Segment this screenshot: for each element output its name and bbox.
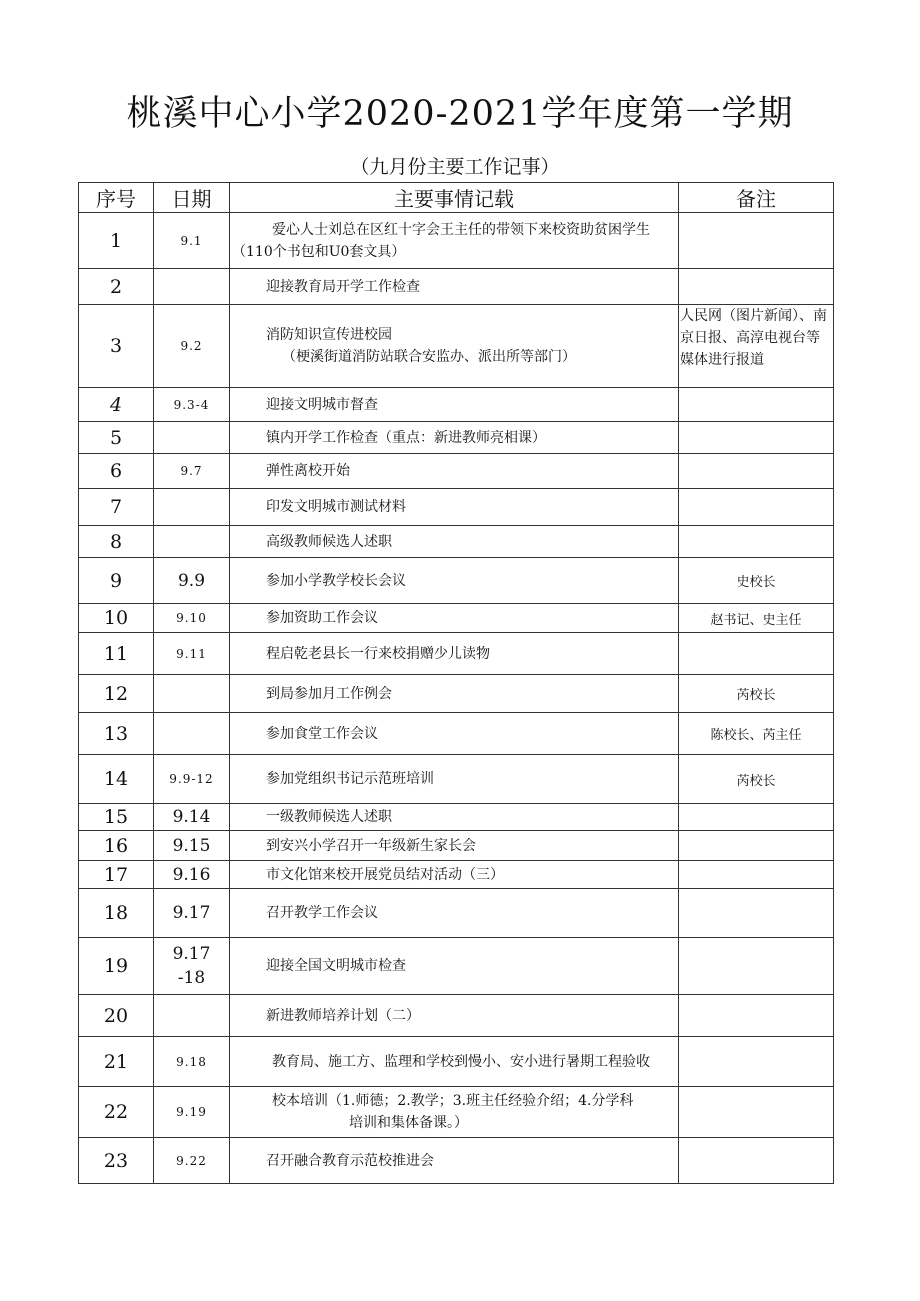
row-note xyxy=(679,889,834,938)
row-no: 7 xyxy=(79,489,154,526)
row-date: 9.1 xyxy=(154,213,230,269)
row-no: 9 xyxy=(79,558,154,604)
row-event: 召开教学工作会议 xyxy=(230,889,679,938)
table-row xyxy=(79,305,834,388)
row-note xyxy=(679,526,834,558)
row-no: 23 xyxy=(79,1138,154,1184)
row-note: 赵书记、史主任 xyxy=(679,604,834,633)
row-date: 9.3-4 xyxy=(154,388,230,422)
row-event: 到局参加月工作例会 xyxy=(230,675,679,713)
header-no: 序号 xyxy=(79,183,154,213)
row-date: 9.18 xyxy=(154,1037,230,1087)
row-event: 参加资助工作会议 xyxy=(230,604,679,633)
row-date: 9.15 xyxy=(154,831,230,861)
row-note: 史校长 xyxy=(679,558,834,604)
row-date: 9.7 xyxy=(154,454,230,489)
row-note xyxy=(679,1138,834,1184)
row-event: 参加小学教学校长会议 xyxy=(230,558,679,604)
row-note: 芮校长 xyxy=(679,755,834,804)
row-event: 迎接文明城市督查 xyxy=(230,388,679,422)
row-event-cell xyxy=(230,1087,679,1138)
row-date: 9.11 xyxy=(154,633,230,675)
row-event: 参加党组织书记示范班培训 xyxy=(230,755,679,804)
row-date xyxy=(154,713,230,755)
row-date-cell xyxy=(154,938,230,995)
table-row xyxy=(79,213,834,269)
row-no: 21 xyxy=(79,1037,154,1087)
row-event-cell xyxy=(230,305,679,388)
row-event-detail: （梗溪街道消防站联合安监办、派出所等部门） xyxy=(282,349,576,365)
row-date: 9.17 xyxy=(154,889,230,938)
row-date: 9.9-12 xyxy=(154,755,230,804)
row-no: 22 xyxy=(79,1087,154,1138)
row-date: 9.14 xyxy=(154,804,230,831)
row-no: 13 xyxy=(79,713,154,755)
row-event-detail: 培训和集体备课。） xyxy=(349,1115,468,1131)
table-row xyxy=(79,558,834,604)
row-event: 爱心人士刘总在区红十字会王主任的带领下来校资助贫困学生（110个书包和U0套文具） xyxy=(230,213,679,269)
row-event: 程启乾老县长一行来校捐赠少儿读物 xyxy=(230,633,679,675)
row-event: 召开融合教育示范校推进会 xyxy=(230,1138,679,1184)
table-row xyxy=(79,938,834,995)
table-row xyxy=(79,713,834,755)
row-no: 1 xyxy=(79,213,154,269)
row-event: 一级教师候选人述职 xyxy=(230,804,679,831)
table-row xyxy=(79,675,834,713)
table-row xyxy=(79,422,834,454)
row-note xyxy=(679,489,834,526)
row-date xyxy=(154,995,230,1037)
row-date xyxy=(154,422,230,454)
header-date: 日期 xyxy=(154,183,230,213)
table-row xyxy=(79,755,834,804)
row-event: 教育局、施工方、监理和学校到慢小、安小进行暑期工程验收 xyxy=(230,1037,679,1087)
row-date xyxy=(154,675,230,713)
row-note xyxy=(679,633,834,675)
table-row xyxy=(79,388,834,422)
table-row xyxy=(79,489,834,526)
table-row xyxy=(79,889,834,938)
row-event: 参加食堂工作会议 xyxy=(230,713,679,755)
row-no: 5 xyxy=(79,422,154,454)
row-no: 19 xyxy=(79,938,154,995)
row-date xyxy=(154,269,230,305)
table-header-row xyxy=(79,183,834,213)
work-record-table xyxy=(78,182,834,1184)
row-note: 陈校长、芮主任 xyxy=(679,713,834,755)
table-row xyxy=(79,995,834,1037)
row-note xyxy=(679,938,834,995)
row-no: 8 xyxy=(79,526,154,558)
table-row xyxy=(79,604,834,633)
row-event: 印发文明城市测试材料 xyxy=(230,489,679,526)
row-no: 17 xyxy=(79,861,154,889)
row-event: 新进教师培养计划（二） xyxy=(230,995,679,1037)
row-no: 14 xyxy=(79,755,154,804)
row-event: 校本培训（1.师德；2.教学；3.班主任经验介绍；4.分学科 xyxy=(272,1093,634,1109)
row-no: 11 xyxy=(79,633,154,675)
row-note xyxy=(679,213,834,269)
page-title: 桃溪中心小学2020-2021学年度第一学期 xyxy=(126,94,794,134)
row-note xyxy=(679,804,834,831)
row-event: 镇内开学工作检查（重点：新进教师亮相课） xyxy=(230,422,679,454)
row-event: 高级教师候选人述职 xyxy=(230,526,679,558)
row-event: 弹性离校开始 xyxy=(230,454,679,489)
row-no: 16 xyxy=(79,831,154,861)
row-note xyxy=(679,831,834,861)
table-row xyxy=(79,831,834,861)
header-note: 备注 xyxy=(679,183,834,213)
row-note: 人民网（图片新闻）、南京日报、高淳电视台等媒体进行报道 xyxy=(679,305,834,388)
row-note xyxy=(679,388,834,422)
table-row xyxy=(79,526,834,558)
table-row xyxy=(79,454,834,489)
table-row xyxy=(79,633,834,675)
row-no: 4 xyxy=(79,388,154,422)
row-note xyxy=(679,1037,834,1087)
row-no: 18 xyxy=(79,889,154,938)
row-note xyxy=(679,454,834,489)
row-note xyxy=(679,269,834,305)
row-date: 9.22 xyxy=(154,1138,230,1184)
row-date: 9.17 xyxy=(172,944,211,964)
row-event: 迎接教育局开学工作检查 xyxy=(230,269,679,305)
row-date: 9.19 xyxy=(154,1087,230,1138)
row-note xyxy=(679,995,834,1037)
row-no: 15 xyxy=(79,804,154,831)
row-date xyxy=(154,526,230,558)
row-no: 3 xyxy=(79,305,154,388)
row-date: 9.10 xyxy=(154,604,230,633)
table-row xyxy=(79,804,834,831)
row-no: 6 xyxy=(79,454,154,489)
row-date xyxy=(154,489,230,526)
table-row xyxy=(79,1037,834,1087)
row-event: 到安兴小学召开一年级新生家长会 xyxy=(230,831,679,861)
table-row xyxy=(79,1087,834,1138)
row-no: 12 xyxy=(79,675,154,713)
row-note xyxy=(679,861,834,889)
row-event: 消防知识宣传进校园 xyxy=(266,327,392,343)
row-date: 9.9 xyxy=(154,558,230,604)
row-event: 迎接全国文明城市检查 xyxy=(230,938,679,995)
row-event: 市文化馆来校开展党员结对活动（三） xyxy=(230,861,679,889)
table-row xyxy=(79,861,834,889)
row-note xyxy=(679,1087,834,1138)
row-no: 2 xyxy=(79,269,154,305)
row-note: 芮校长 xyxy=(679,675,834,713)
row-note xyxy=(679,422,834,454)
row-date: 9.2 xyxy=(154,305,230,388)
row-no: 20 xyxy=(79,995,154,1037)
row-date-end: -18 xyxy=(177,968,206,988)
page-subtitle: （九月份主要工作记事） xyxy=(350,156,560,178)
header-event: 主要事情记载 xyxy=(230,183,679,213)
row-no: 10 xyxy=(79,604,154,633)
row-date: 9.16 xyxy=(154,861,230,889)
table-row xyxy=(79,1138,834,1184)
table-row xyxy=(79,269,834,305)
